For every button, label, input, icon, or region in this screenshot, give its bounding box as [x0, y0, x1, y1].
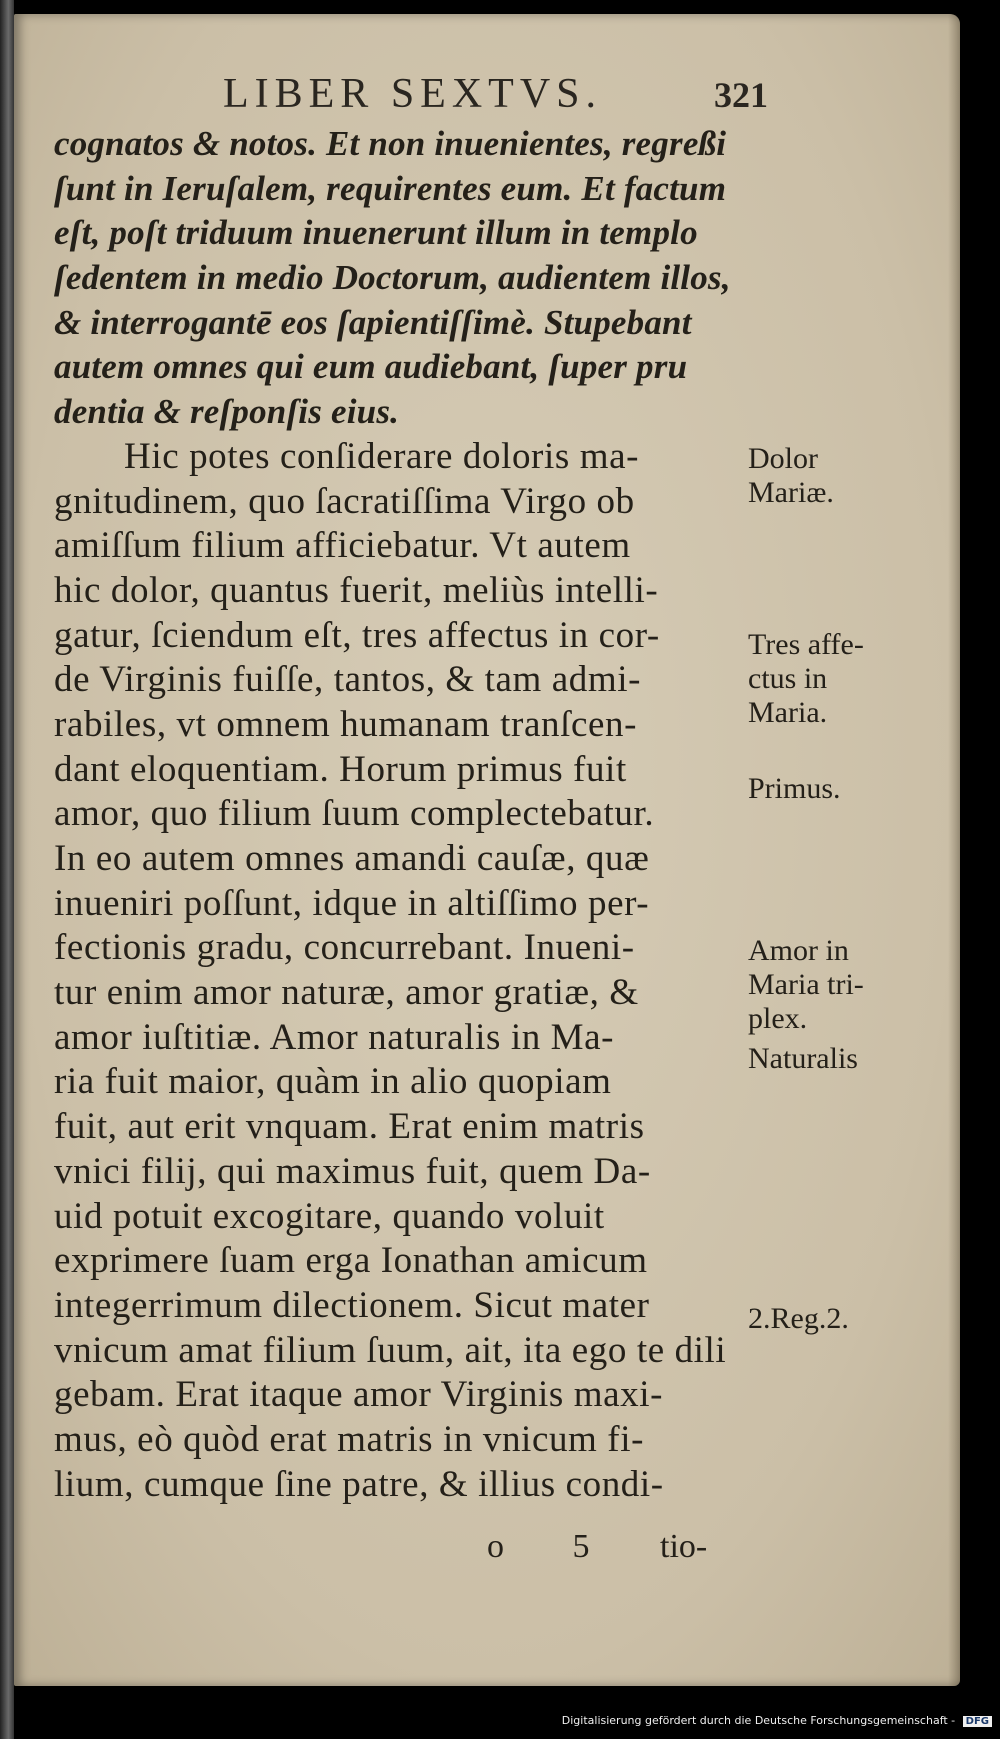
margin-note-dolor: Dolor Mariæ. [748, 442, 834, 509]
text-line: rabiles, vt omnem humanam tranſcen- [54, 703, 638, 745]
page-shadow [948, 14, 960, 1686]
margin-note-amor: Amor in Maria tri- plex. [748, 934, 864, 1035]
text-line: autem omnes qui eum audiebant, ſuper pru [54, 347, 688, 387]
text-line: & interrogantē eos ſapientiſſimè. Stupebant [54, 302, 692, 342]
text-line: uid potuit excogitare, quando voluit [54, 1195, 605, 1237]
text-line: cognatos & notos. Et non inuenientes, regreßi [54, 124, 727, 163]
text-line: hic dolor, quantus fuerit, meliùs intelli- [54, 569, 659, 611]
text-block [54, 122, 744, 1507]
margin-note-naturalis: Naturalis [748, 1042, 858, 1075]
text-line: fuit, aut erit vnquam. Erat enim matris [54, 1106, 645, 1148]
text-line: dant eloquentiam. Horum primus fuit [54, 748, 627, 790]
text-line: ſunt in Ieruſalem, requirentes eum. Et factum [54, 168, 727, 208]
text-line: tur enim amor naturæ, amor gratiæ, & [54, 972, 639, 1014]
text-line: lium, cumque ſine patre, & illius condi- [54, 1463, 664, 1505]
text-line: ria fuit maior, quàm in alio quopiam [54, 1061, 612, 1103]
margin-note-reg: 2.Reg.2. [748, 1302, 849, 1335]
text-line: vnici filij, qui maximus fuit, quem Da- [54, 1150, 651, 1192]
text-line: In eo autem omnes amandi cauſæ, quæ [54, 838, 650, 879]
signature-mark: o 5 [487, 1528, 620, 1565]
text-line: de Virginis fuiſſe, tantos, & tam admi- [54, 659, 642, 701]
running-head: LIBER SEXTVS. [223, 71, 603, 117]
footer-credit-text: Digitalisierung gefördert durch die Deutsche Forschungsgemeinschaft - [561, 1714, 956, 1727]
text-line: gatur, ſciendum eſt, tres affectus in cor- [54, 614, 660, 656]
commentary-paragraph [54, 435, 744, 1508]
page-number: 321 [714, 75, 768, 115]
text-line: gnitudinem, quo ſacratiſſima Virgo ob [54, 480, 635, 522]
text-line: Hic potes conſiderare doloris ma- [124, 435, 640, 477]
text-line: fectionis gradu, concurrebant. Inueni- [54, 927, 635, 969]
catchword: tio- [660, 1528, 708, 1565]
text-line: amor iuſtitiæ. Amor naturalis in Ma- [54, 1016, 615, 1058]
text-line: dentia & reſponſis eius. [54, 392, 400, 432]
text-line: integerrimum dilectionem. Sicut mater [54, 1284, 650, 1326]
margin-note-primus: Primus. [748, 772, 841, 805]
text-line: amiſſum filium afficiebatur. Vt autem [54, 525, 631, 567]
text-line: exprimere ſuam erga Ionathan amicum [54, 1240, 648, 1282]
book-edge [0, 0, 14, 1739]
text-line: mus, eò quòd erat matris in vnicum fi- [54, 1418, 645, 1460]
text-line: gebam. Erat itaque amor Virginis maxi- [54, 1374, 664, 1416]
text-line: eſt, poſt triduum inuenerunt illum in templo [54, 213, 698, 253]
text-line: amor, quo filium ſuum complectebatur. [54, 793, 655, 835]
footer-credit [562, 1714, 992, 1727]
dfg-logo: DFG [963, 1716, 992, 1727]
text-line: inueniri poſſunt, idque in altiſſimo per- [54, 882, 650, 924]
text-line: vnicum amat filium ſuum, ait, ita ego te dili [54, 1329, 727, 1371]
margin-note-tres: Tres affe- ctus in Maria. [748, 628, 864, 729]
text-line: ſedentem in medio Doctorum, audientem illos, [54, 258, 731, 298]
scripture-quote [54, 122, 744, 435]
